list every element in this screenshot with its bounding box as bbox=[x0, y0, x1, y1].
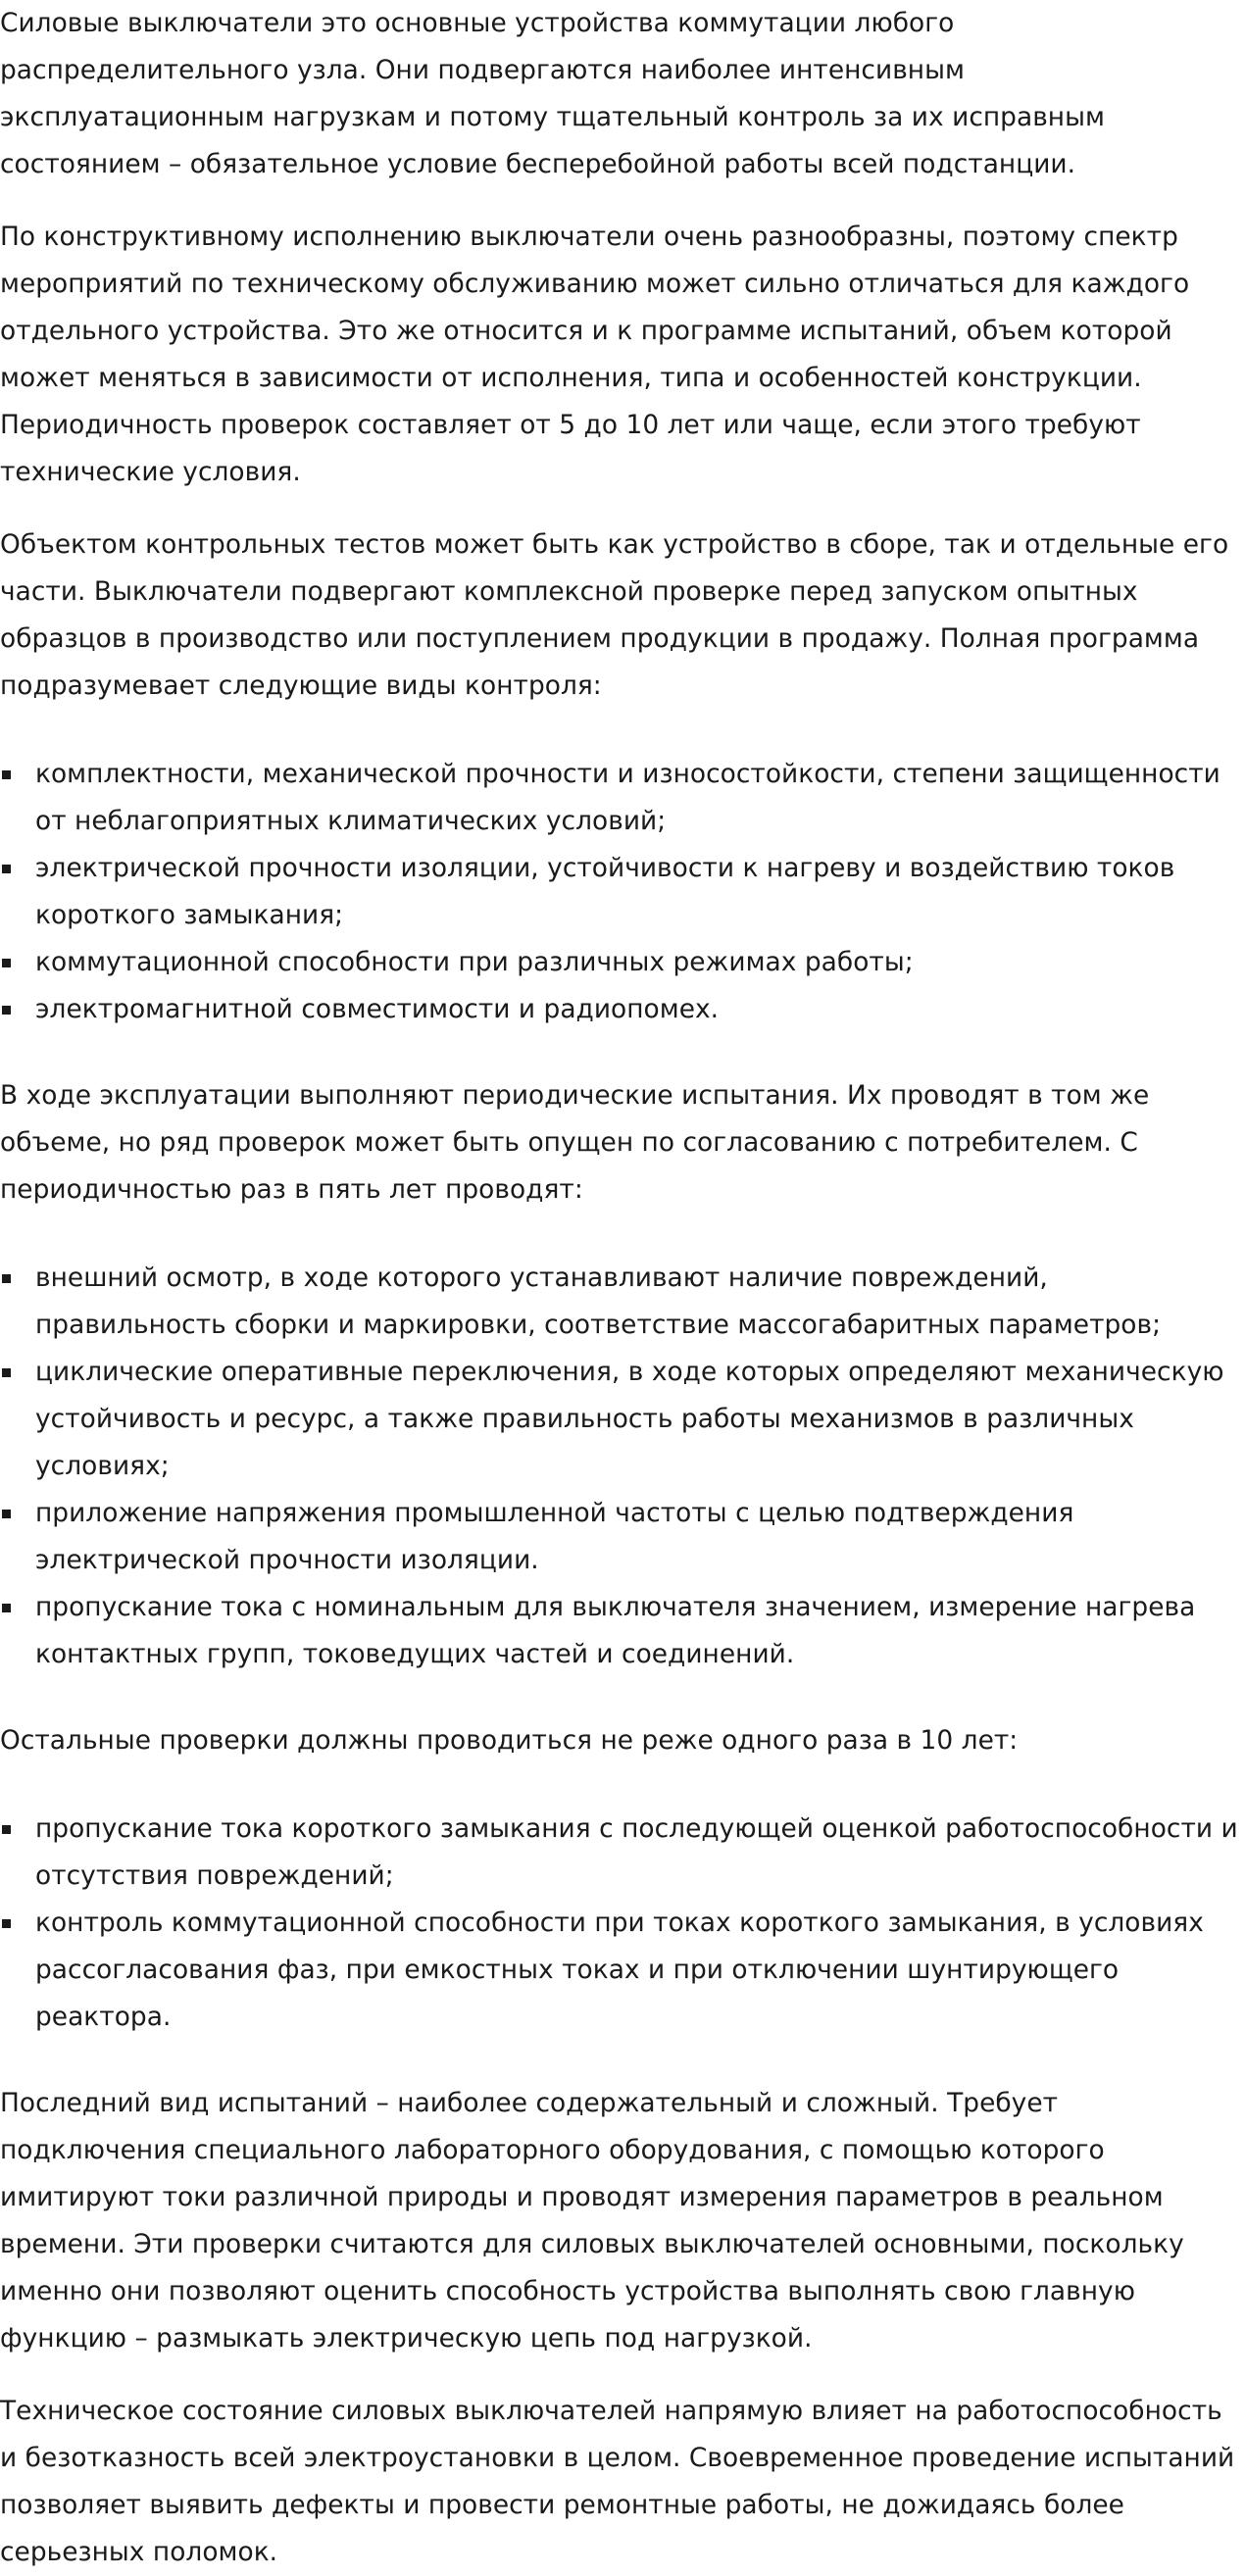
ten-year-checks-list bbox=[0, 1806, 1245, 2041]
list-item-text: коммутационной способности при различных режимах работы; bbox=[35, 947, 914, 977]
list-item-text: циклические оперативные переключения, в ходе которых определяют механическую устойчивость и ресурс, а также правильность работы механизмов в различных условиях; bbox=[35, 1357, 1224, 1481]
five-year-checks-list bbox=[0, 1255, 1245, 1678]
bullet-icon bbox=[2, 1919, 11, 1928]
intro-paragraph: Силовые выключатели это основные устройства коммутации любого распределительного узла. Они подвергаются наиболее интенсивным эксплуатационным нагрузкам и потому тщательный контроль за их исправным состоянием – обязательное условие бесперебойной работы всей подстанции. bbox=[0, 8, 1105, 179]
list-item bbox=[0, 1255, 1241, 1349]
list-item-text: контроль коммутационной способности при токах короткого замыкания, в условиях рассогласования фаз, при емкостных токах и при отключении шунтирующего реактора. bbox=[35, 1907, 1204, 2032]
list-item bbox=[0, 1584, 1241, 1678]
list-item-text: электромагнитной совместимости и радиопомех. bbox=[35, 994, 720, 1024]
bullet-icon bbox=[2, 1368, 11, 1377]
design-paragraph: По конструктивному исполнению выключатели очень разнообразны, поэтому спектр мероприятий по техническому обслуживанию может сильно отличаться для каждого отдельного устройства. Это же относится и к программе испытаний, объем которой может меняться в зависимости от исполнения, типа и особенностей конструкции. Периодичность проверок составляет от 5 до 10 лет или чаще, если этого требуют технические условия. bbox=[0, 222, 1190, 487]
list-item-text: пропускание тока короткого замыкания с последующей оценкой работоспособности и отсутствия повреждений; bbox=[35, 1813, 1238, 1891]
list-item bbox=[0, 1349, 1241, 1490]
full-program-list bbox=[0, 751, 1245, 1033]
list-item-text: комплектности, механической прочности и износостойкости, степени защищенности от неблагоприятных климатических условий; bbox=[35, 759, 1220, 836]
list-item-text: приложение напряжения промышленной частоты с целью подтверждения электрической прочности изоляции. bbox=[35, 1498, 1074, 1575]
test-object-paragraph: Объектом контрольных тестов может быть как устройство в сборе, так и отдельные его части. Выключатели подвергают комплексной проверке перед запуском опытных образцов в производство или поступлением продукции в продажу. Полная программа подразумевает следующие виды контроля: bbox=[0, 529, 1229, 701]
list-item bbox=[0, 939, 1241, 986]
list-item bbox=[0, 986, 1241, 1033]
list-item-text: пропускание тока с номинальным для выключателя значением, измерение нагрева контактных групп, токоведущих частей и соединений. bbox=[35, 1592, 1196, 1669]
bullet-icon bbox=[2, 1274, 11, 1283]
bullet-icon bbox=[2, 1825, 11, 1834]
list-item bbox=[0, 845, 1241, 939]
bullet-icon bbox=[2, 865, 11, 873]
periodic-tests-paragraph: В ходе эксплуатации выполняют периодические испытания. Их проводят в том же объеме, но ряд проверок может быть опущен по согласованию с потребителем. С периодичностью раз в пять лет проводят: bbox=[0, 1080, 1150, 1205]
list-item bbox=[0, 1900, 1241, 2041]
conclusion-paragraph: Техническое состояние силовых выключателей напрямую влияет на работоспособность и безотказность всей электроустановки в целом. Своевременное проведение испытаний позволяет выявить дефекты и провести ремонтные работы, не дожидаясь более серьезных поломок. bbox=[0, 2396, 1235, 2567]
list-item bbox=[0, 1490, 1241, 1584]
ten-year-paragraph: Остальные проверки должны проводиться не реже одного раза в 10 лет: bbox=[0, 1725, 1019, 1756]
bullet-icon bbox=[2, 1604, 11, 1612]
bullet-icon bbox=[2, 1006, 11, 1015]
bullet-icon bbox=[2, 1510, 11, 1518]
bullet-icon bbox=[2, 770, 11, 779]
bullet-icon bbox=[2, 959, 11, 967]
list-item bbox=[0, 1806, 1241, 1900]
list-item-text: электрической прочности изоляции, устойчивости к нагреву и воздействию токов короткого замыкания; bbox=[35, 853, 1175, 930]
list-item bbox=[0, 751, 1241, 845]
last-test-paragraph: Последний вид испытаний – наиболее содержательный и сложный. Требует подключения специального лабораторного оборудования, с помощью которого имитируют токи различной природы и проводят измерения параметров в реальном времени. Эти проверки считаются для силовых выключателей основными, поскольку именно они позволяют оценить способность устройства выполнять свою главную функцию – размыкать электрическую цепь под нагрузкой. bbox=[0, 2088, 1184, 2353]
list-item-text: внешний осмотр, в ходе которого устанавливают наличие повреждений, правильность сборки и маркировки, соответствие массогабаритных параметров; bbox=[35, 1263, 1162, 1340]
